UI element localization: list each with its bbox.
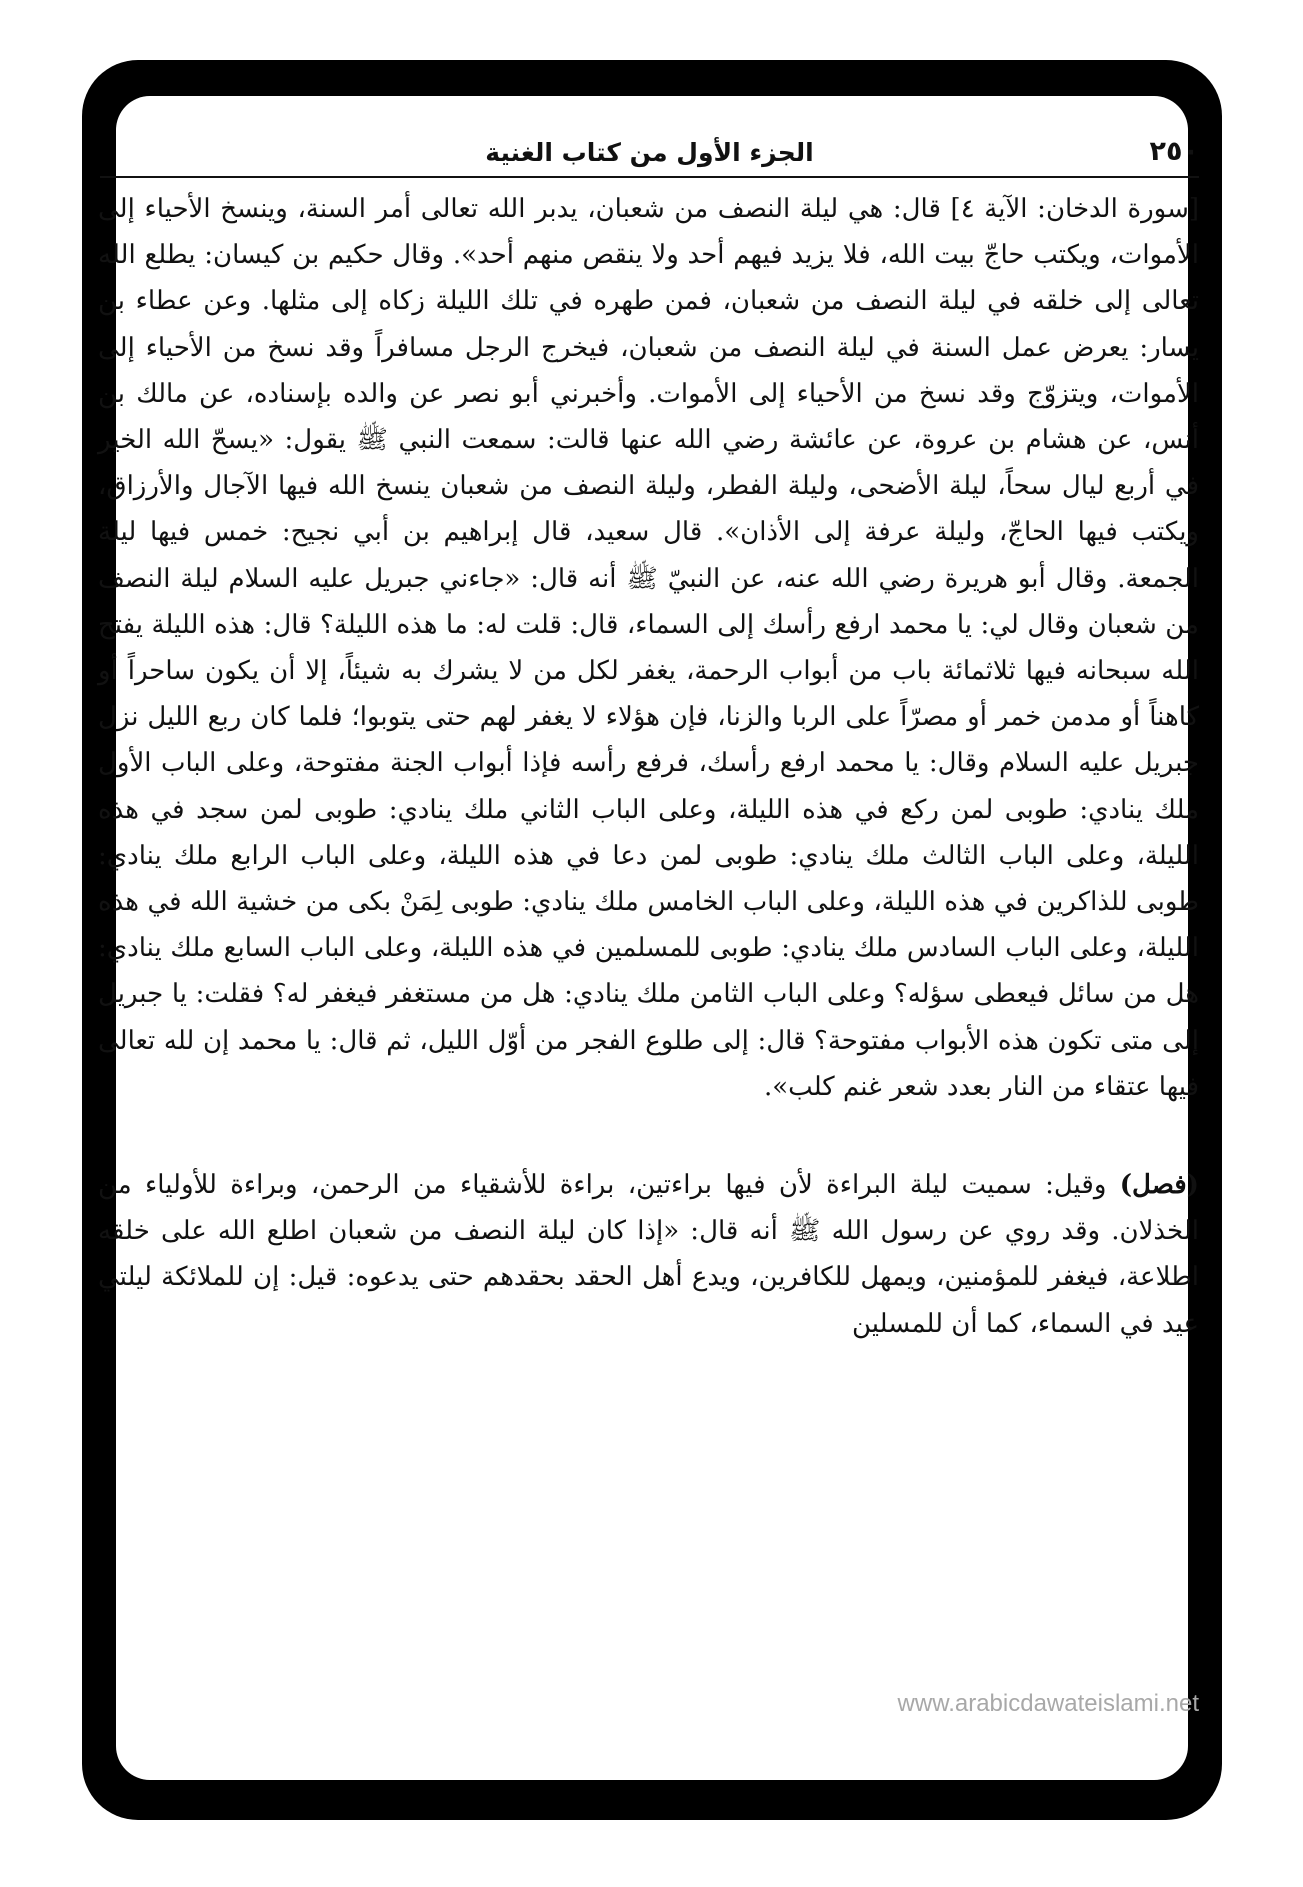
header-title: الجزء الأول من كتاب الغنية: [485, 138, 814, 167]
page-number: ٢٥٠: [1149, 136, 1199, 167]
paragraph-1: [سورة الدخان: الآية ٤] قال: هي ليلة النصف من شعبان، يدبر الله تعالى أمر السنة، وينسخ الأحياء إلى الأموات، ويكتب حاجّ بيت الله، فلا يزيد فيهم أحد ولا ينقص منهم أحد». وقال حكيم بن كيسان: يطلع الله تعالى إلى خلقه في ليلة النصف من شعبان، فمن طهره في تلك الليلة زكاه إلى مثلها. وعن عطاء بن يسار: يعرض عمل السنة في ليلة النصف من شعبان، فيخرج الرجل مسافراً وقد نسخ من الأحياء إلى الأموات، ويتزوّج وقد نسخ من الأحياء إلى الأموات. وأخبرني أبو نصر عن والده بإسناده، عن مالك بن أنس، عن هشام بن عروة، عن عائشة رضي الله عنها قالت: سمعت النبي ﷺ يقول: «يسحّ الله الخير في أربع ليال سحاً، ليلة الأضحى، وليلة الفطر، وليلة النصف من شعبان ينسخ الله فيها الآجال والأرزاق، ويكتب فيها الحاجّ، وليلة عرفة إلى الأذان». قال سعيد، قال إبراهيم بن أبي نجيح: خمس فيها ليلة الجمعة. وقال أبو هريرة رضي الله عنه، عن النبيّ ﷺ أنه قال: «جاءني جبريل عليه السلام ليلة النصف من شعبان وقال لي: يا محمد ارفع رأسك إلى السماء، قال: قلت له: ما هذه الليلة؟ قال: هذه الليلة يفتح الله سبحانه فيها ثلاثمائة باب من أبواب الرحمة، يغفر لكل من لا يشرك به شيئاً، إلا أن يكون ساحراً أو كاهناً أو مدمن خمر أو مصرّاً على الربا والزنا، فإن هؤلاء لا يغفر لهم حتى يتوبوا؛ فلما كان ربع الليل نزل جبريل عليه السلام وقال: يا محمد ارفع رأسك، فرفع رأسه فإذا أبواب الجنة مفتوحة، وعلى الباب الأول ملك ينادي: طوبى لمن ركع في هذه الليلة، وعلى الباب الثاني ملك ينادي: طوبى لمن سجد في هذه الليلة، وعلى الباب الثالث ملك ينادي: طوبى لمن دعا في هذه الليلة، وعلى الباب الرابع ملك ينادي: طوبى للذاكرين في هذه الليلة، وعلى الباب الخامس ملك ينادي: طوبى لِمَنْ بكى من خشية الله في هذه الليلة، وعلى الباب السادس ملك ينادي: طوبى للمسلمين في هذه الليلة، وعلى الباب السابع ملك ينادي: هل من سائل فيعطى سؤله؟ وعلى الباب الثامن ملك ينادي: هل من مستغفر فيغفر له؟ فقلت: يا جبريل إلى متى تكون هذه الأبواب مفتوحة؟ قال: إلى طلوع الفجر من أوّل الليل، ثم قال: يا محمد إن لله تعالى فيها عتقاء من النار بعدد شعر غنم كلب».: [98, 194, 1200, 1102]
main-text: [98, 186, 1199, 1347]
watermark-url: www.arabicdawateislami.net: [897, 1690, 1199, 1717]
section-text: وقيل: سميت ليلة البراءة لأن فيها براءتين، براءة للأشقياء من الرحمن، وبراءة للأولياء من الخذلان. وقد روي عن رسول الله ﷺ أنه قال: «إذا كان ليلة النصف من شعبان اطلع الله على خلقه اطلاعة، فيغفر للمؤمنين، ويمهل للكافرين، ويدع أهل الحقد بحقدهم حتى يدعوه: قيل: إن للملائكة ليلتي عيد في السماء، كما أن للمسلين: [98, 1170, 1199, 1339]
paragraph-2: [98, 1162, 1199, 1347]
paragraph-gap: [98, 1110, 1199, 1162]
section-keyword: (فصل): [1119, 1170, 1199, 1201]
running-header: [100, 132, 1199, 178]
